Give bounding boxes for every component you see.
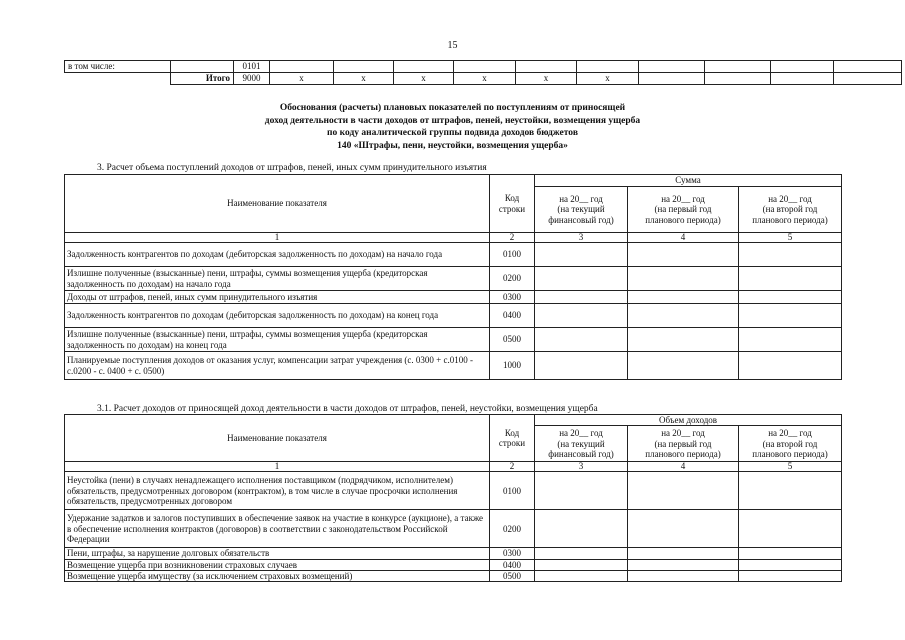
row-code: 0300 [490,291,535,304]
table-row [65,571,842,582]
value-cell[interactable] [739,559,842,570]
value-cell[interactable] [628,243,739,267]
value-cell[interactable] [535,291,628,304]
value-cell[interactable] [535,352,628,380]
table-row [65,328,842,352]
value-cell[interactable] [739,243,842,267]
header-col4: на 20__ год (на первый год планового периода) [628,426,739,462]
row-name: Планируемые поступления доходов от оказания услуг, компенсации затрат учреждения (с. 0300 + с.0100 - с.0200 - с. 0400 + с. 0500) [65,352,490,380]
totals-label-including: в том числе: [65,61,171,73]
table-row [65,510,842,548]
value-cell[interactable] [739,291,842,304]
header-code: Код строки [490,175,535,233]
header-code: Код строки [490,415,535,462]
value-cell[interactable] [739,328,842,352]
value-cell[interactable] [739,267,842,291]
header-name: Наименование показателя [65,175,490,233]
row-code: 1000 [490,352,535,380]
value-cell[interactable] [535,304,628,328]
section-3-table [64,174,842,380]
totals-code-9000: 9000 [234,73,270,85]
value-cell[interactable] [535,243,628,267]
row-code: 0500 [490,571,535,582]
header-col5: на 20__ год (на второй год планового периода) [739,426,842,462]
row-name: Доходы от штрафов, пеней, иных сумм принудительного изъятия [65,291,490,304]
table-row [65,243,842,267]
header-col5: на 20__ год (на второй год планового периода) [739,187,842,233]
totals-label-total: Итого [171,73,234,85]
section-3-1-title: 3.1. Расчет доходов от приносящей доход деятельности в части доходов от штрафов, пеней, неустойки, возмещения ущерба [97,404,598,414]
row-code: 0500 [490,328,535,352]
document-title [0,102,905,152]
value-cell[interactable] [739,304,842,328]
section-3-1-table [64,414,842,582]
header-col3: на 20__ год (на текущий финансовый год) [535,187,628,233]
row-name: Задолженность контрагентов по доходам (дебиторская задолженность по доходам) на конец года [65,304,490,328]
value-cell[interactable] [739,472,842,510]
row-name: Возмещение ущерба имуществу (за исключением страховых возмещений) [65,571,490,582]
value-cell[interactable] [628,328,739,352]
totals-mark: х [454,73,516,85]
row-code: 0200 [490,267,535,291]
table-row [65,291,842,304]
row-name: Удержание задатков и залогов поступивших в обеспечение заявок на участие в конкурсе (аукционе), а также в обеспечение исполнения контрактов (договоров) в соответствии с законодательством Российской Федерации [65,510,490,548]
table-row [65,559,842,570]
column-numbers-row: 1 2 3 4 5 [65,462,842,472]
value-cell[interactable] [628,352,739,380]
document-title-line: по коду аналитической группы подвида доходов бюджетов [327,128,578,139]
row-name: Излишне полученные (взысканные) пени, штрафы, суммы возмещения ущерба (кредиторская задолженность по доходам) на начало года [65,267,490,291]
totals-mark: х [516,73,577,85]
value-cell[interactable] [739,571,842,582]
header-col4: на 20__ год (на первый год планового периода) [628,187,739,233]
row-name: Неустойка (пени) в случаях ненадлежащего исполнения поставщиком (подрядчиком, исполнителем) обязательств, предусмотренных договором (контрактом), в том числе в случае просрочки исполнения обязательств, предусмотренных договором [65,472,490,510]
value-cell[interactable] [535,472,628,510]
value-cell[interactable] [628,548,739,559]
row-code: 0400 [490,304,535,328]
table-row [65,304,842,328]
document-title-line: доход деятельности в части доходов от штрафов, пеней, неустойки, возмещения ущерба [264,115,641,126]
value-cell[interactable] [535,267,628,291]
table-row [65,548,842,559]
value-cell[interactable] [739,352,842,380]
value-cell[interactable] [739,548,842,559]
totals-code-0101: 0101 [234,61,270,73]
value-cell[interactable] [535,510,628,548]
value-cell[interactable] [628,304,739,328]
row-code: 0200 [490,510,535,548]
table-row [65,352,842,380]
document-title-line: 140 «Штрафы, пени, неустойки, возмещения ущерба» [337,140,568,151]
totals-mark: х [394,73,454,85]
row-code: 0300 [490,548,535,559]
totals-row-total [65,73,902,85]
totals-row-including [65,61,902,73]
header-group-volume: Объем доходов [535,415,842,426]
totals-mark: х [270,73,334,85]
page-number: 15 [447,40,458,51]
value-cell[interactable] [628,559,739,570]
table-row [65,472,842,510]
row-name: Излишне полученные (взысканные) пени, штрафы, суммы возмещения ущерба (кредиторская задолженность по доходам) на конец года [65,328,490,352]
header-group-sum: Сумма [535,175,842,187]
table-row [65,267,842,291]
value-cell[interactable] [628,510,739,548]
row-name: Возмещение ущерба при возникновении страховых случаев [65,559,490,570]
value-cell[interactable] [628,291,739,304]
totals-table [64,60,902,85]
row-code: 0100 [490,472,535,510]
row-name: Задолженность контрагентов по доходам (дебиторская задолженность по доходам) на начало года [65,243,490,267]
value-cell[interactable] [535,571,628,582]
value-cell[interactable] [628,267,739,291]
row-code: 0100 [490,243,535,267]
value-cell[interactable] [739,510,842,548]
header-col3: на 20__ год (на текущий финансовый год) [535,426,628,462]
column-numbers-row: 1 2 3 4 5 [65,233,842,243]
totals-mark: х [577,73,639,85]
value-cell[interactable] [535,559,628,570]
row-name: Пени, штрафы, за нарушение долговых обязательств [65,548,490,559]
header-name: Наименование показателя [65,415,490,462]
document-title-line: Обоснования (расчеты) плановых показателей по поступлениям от приносящей [279,103,626,113]
row-code: 0400 [490,559,535,570]
value-cell[interactable] [628,472,739,510]
totals-mark: х [334,73,394,85]
value-cell[interactable] [628,571,739,582]
value-cell[interactable] [535,328,628,352]
value-cell[interactable] [535,548,628,559]
section-3-title: 3. Расчет объема поступлений доходов от штрафов, пеней, иных сумм принудительного изъятия [97,163,487,173]
